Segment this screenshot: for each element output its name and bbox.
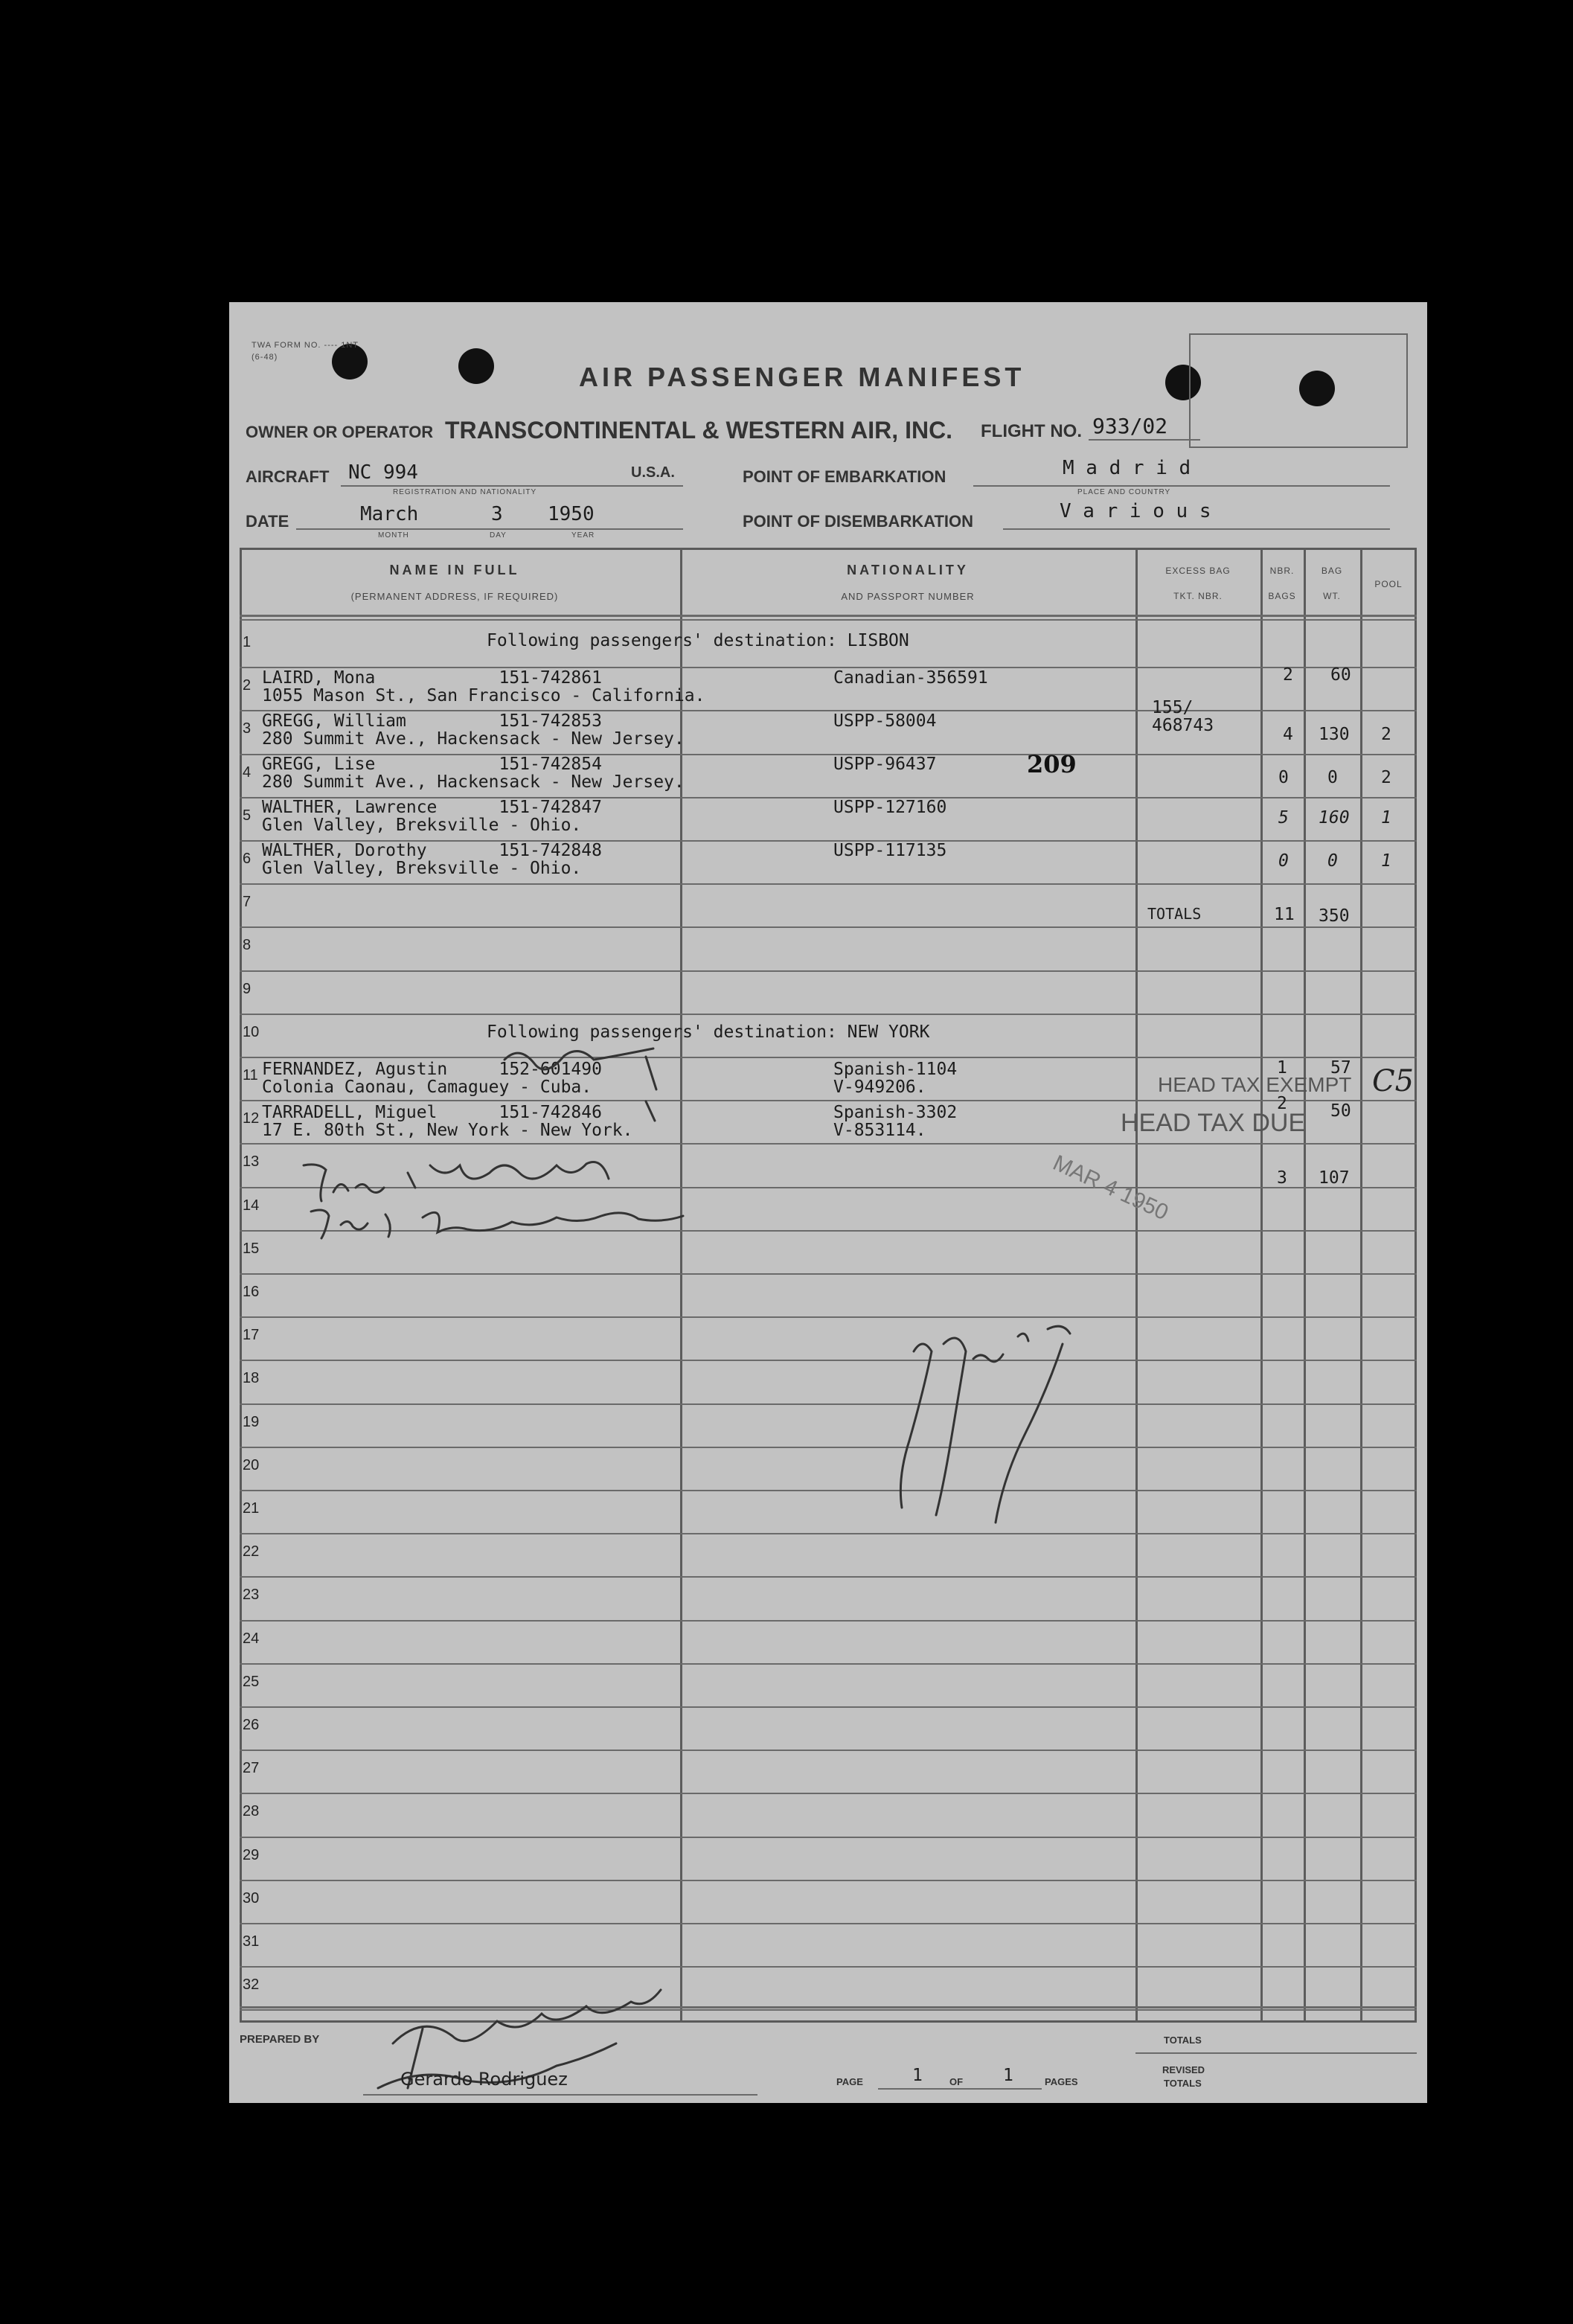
row-number: 13 — [243, 1153, 260, 1171]
column-subheader-excess: TKT. NBR. — [1173, 591, 1223, 601]
bag-count: 5 — [1278, 808, 1289, 828]
embarkation-value: M a d r i d — [1063, 457, 1191, 479]
totals-bags: 11 — [1274, 905, 1295, 924]
destination-lisbon: Following passengers' destination: LISBON — [487, 631, 909, 650]
footer-totals-rule — [1135, 2052, 1417, 2054]
totals-label: TOTALS — [1147, 905, 1202, 923]
page-title: AIR PASSENGER MANIFEST — [579, 362, 1025, 392]
totals-weight: 350 — [1319, 906, 1350, 926]
column-subheader-wt: WT. — [1323, 591, 1341, 601]
row-number: 24 — [243, 1630, 260, 1647]
row-number: 8 — [243, 937, 252, 954]
flight-number: 933/02 — [1092, 414, 1168, 438]
column-header-nbr: NBR. — [1269, 566, 1295, 576]
preparer-name: Gerardo Rodriguez — [400, 2069, 568, 2090]
passenger-nationality: USPP-117135 — [833, 841, 947, 860]
passenger-address: 1055 Mason St., San Francisco - California. — [262, 686, 705, 705]
passenger-address: 17 E. 80th St., New York - New York. — [262, 1121, 633, 1140]
passenger-name: TARRADELL, Miguel 151-742846 — [262, 1103, 602, 1122]
passenger-address: 280 Summit Ave., Hackensack - New Jersey. — [262, 772, 685, 792]
bag-count: 0 — [1278, 851, 1289, 871]
manifest-sheet — [229, 302, 1427, 2103]
passenger-visa: V-949206. — [833, 1078, 926, 1097]
row-number: 15 — [243, 1240, 260, 1257]
date-stamp: MAR 4 1950 — [1049, 1150, 1173, 1226]
row-number: 29 — [243, 1846, 260, 1863]
aircraft-nationality: U.S.A. — [631, 464, 675, 481]
row-number: 25 — [243, 1673, 260, 1690]
bag-weight: 57 — [1330, 1058, 1351, 1078]
row-number: 26 — [243, 1717, 260, 1733]
passenger-name: LAIRD, Mona 151-742861 — [262, 668, 602, 688]
row-number: 32 — [243, 1976, 260, 1994]
date-year: 1950 — [548, 503, 595, 525]
passenger-nationality: Spanish-1104 — [833, 1060, 958, 1079]
passenger-nationality: USPP-96437 — [833, 755, 937, 774]
row-number: 21 — [243, 1500, 260, 1517]
page-number: 1 — [912, 2066, 923, 2085]
passenger-nationality: USPP-58004 — [833, 711, 937, 731]
place-caption: PLACE AND COUNTRY — [1077, 488, 1171, 496]
bag-weight: 50 — [1330, 1101, 1351, 1121]
row-number: 1 — [243, 634, 252, 650]
bag-count: 4 — [1283, 725, 1293, 744]
excess-ticket: 155/ — [1152, 698, 1194, 717]
of-label: OF — [949, 2076, 964, 2087]
pool-handwritten-mark: C5 — [1372, 1064, 1415, 1098]
row-number: 7 — [243, 894, 252, 911]
handwritten-annotations — [229, 302, 1427, 2103]
passenger-name: WALTHER, Dorothy 151-742848 — [262, 841, 602, 860]
pages-total: 1 — [1003, 2066, 1013, 2085]
column-subheader-name: (PERMANENT ADDRESS, IF REQUIRED) — [350, 591, 559, 602]
revised-totals-label: TOTALS — [1164, 2078, 1202, 2089]
passenger-address: Glen Valley, Breksville - Ohio. — [262, 859, 582, 878]
row-number: 16 — [243, 1284, 260, 1300]
page-underline — [878, 2088, 1042, 2090]
bag-count: 2 — [1283, 665, 1293, 685]
row-number: 3 — [243, 720, 252, 737]
passenger-name: GREGG, William 151-742853 — [262, 711, 602, 731]
prepared-by-line — [363, 2094, 757, 2096]
owner-label: OWNER OR OPERATOR — [246, 423, 434, 441]
column-header-pool: POOL — [1374, 579, 1403, 589]
passenger-nationality: Canadian-356591 — [833, 668, 988, 688]
row-number: 6 — [243, 851, 252, 867]
flight-label: FLIGHT NO. — [981, 421, 1082, 441]
revised-label: REVISED — [1162, 2064, 1205, 2075]
row-number: 9 — [243, 980, 252, 997]
bag-weight: 0 — [1327, 768, 1338, 787]
registration-caption: REGISTRATION AND NATIONALITY — [393, 488, 537, 496]
pool-value: 1 — [1381, 808, 1391, 828]
date-month: March — [360, 503, 419, 525]
pool-value: 1 — [1381, 851, 1391, 871]
aircraft-label: AIRCRAFT — [246, 467, 330, 486]
month-caption: MONTH — [378, 531, 409, 540]
ny-total-bags: 3 — [1277, 1168, 1287, 1188]
bag-count: 2 — [1277, 1094, 1287, 1113]
head-tax-due-stamp: HEAD TAX DUE — [1121, 1109, 1306, 1137]
row-number: 10 — [243, 1023, 260, 1040]
pool-value: 2 — [1381, 768, 1391, 787]
passenger-nationality: Spanish-3302 — [833, 1103, 958, 1122]
row-number: 2 — [243, 677, 252, 694]
day-caption: DAY — [490, 531, 507, 540]
pool-value: 2 — [1381, 725, 1391, 744]
passenger-name: GREGG, Lise 151-742854 — [262, 755, 602, 774]
bag-count: 1 — [1277, 1058, 1287, 1078]
bag-count: 0 — [1278, 768, 1289, 787]
row-number: 17 — [243, 1327, 260, 1344]
excess-ticket: 468743 — [1152, 716, 1214, 735]
passenger-name: FERNANDEZ, Agustin 152-601490 — [262, 1060, 602, 1079]
row-number: 5 — [243, 807, 252, 824]
passenger-address: 280 Summit Ave., Hackensack - New Jersey. — [262, 729, 685, 749]
column-header-name: NAME IN FULL — [389, 563, 520, 577]
form-number: TWA FORM NO. ---- 1NT — [252, 341, 359, 350]
ny-total-weight: 107 — [1319, 1168, 1350, 1188]
column-header-bag: BAG — [1321, 566, 1343, 576]
passenger-visa: V-853114. — [833, 1121, 926, 1140]
row-number: 11 — [243, 1067, 258, 1083]
row-number: 27 — [243, 1760, 260, 1777]
row-number: 12 — [243, 1110, 260, 1127]
row-number: 20 — [243, 1456, 260, 1473]
stamped-number: 209 — [1027, 750, 1077, 778]
row-number: 30 — [243, 1889, 260, 1907]
row-number: 14 — [243, 1197, 260, 1214]
row-number: 19 — [243, 1413, 260, 1430]
bag-weight: 130 — [1319, 725, 1350, 744]
date-day: 3 — [491, 503, 503, 525]
row-number: 31 — [243, 1933, 260, 1950]
embarkation-label: POINT OF EMBARKATION — [743, 467, 946, 486]
row-number: 28 — [243, 1803, 260, 1820]
passenger-address: Glen Valley, Breksville - Ohio. — [262, 816, 582, 835]
disembarkation-label: POINT OF DISEMBARKATION — [743, 512, 974, 531]
column-subheader-nationality: AND PASSPORT NUMBER — [841, 591, 975, 602]
bag-weight: 60 — [1330, 665, 1351, 685]
passenger-name: WALTHER, Lawrence 151-742847 — [262, 798, 602, 817]
destination-new-york: Following passengers' destination: NEW YORK — [487, 1022, 930, 1042]
row-number: 18 — [243, 1370, 260, 1387]
row-number: 4 — [243, 764, 252, 781]
aircraft-number: NC 994 — [348, 461, 418, 484]
column-header-excess: EXCESS BAG — [1165, 566, 1231, 576]
column-header-nationality: NATIONALITY — [847, 563, 969, 577]
prepared-by-label: PREPARED BY — [240, 2033, 320, 2046]
row-number: 22 — [243, 1543, 260, 1560]
page-label: PAGE — [836, 2076, 863, 2087]
passenger-address: Colonia Caonau, Camaguey - Cuba. — [262, 1078, 592, 1097]
form-date: (6-48) — [252, 353, 278, 362]
row-number: 23 — [243, 1587, 260, 1604]
footer-totals-label: TOTALS — [1164, 2035, 1202, 2046]
column-subheader-bags: BAGS — [1268, 591, 1296, 601]
passenger-nationality: USPP-127160 — [833, 798, 947, 817]
disembarkation-value: V a r i o u s — [1060, 500, 1211, 522]
year-caption: YEAR — [571, 531, 595, 540]
date-label: DATE — [246, 512, 289, 531]
pages-label: PAGES — [1045, 2076, 1078, 2087]
bag-weight: 160 — [1319, 808, 1350, 828]
bag-weight: 0 — [1327, 851, 1338, 871]
owner-value: TRANSCONTINENTAL & WESTERN AIR, INC. — [445, 417, 953, 444]
head-tax-exempt-stamp: HEAD TAX EXEMPT — [1158, 1073, 1352, 1096]
